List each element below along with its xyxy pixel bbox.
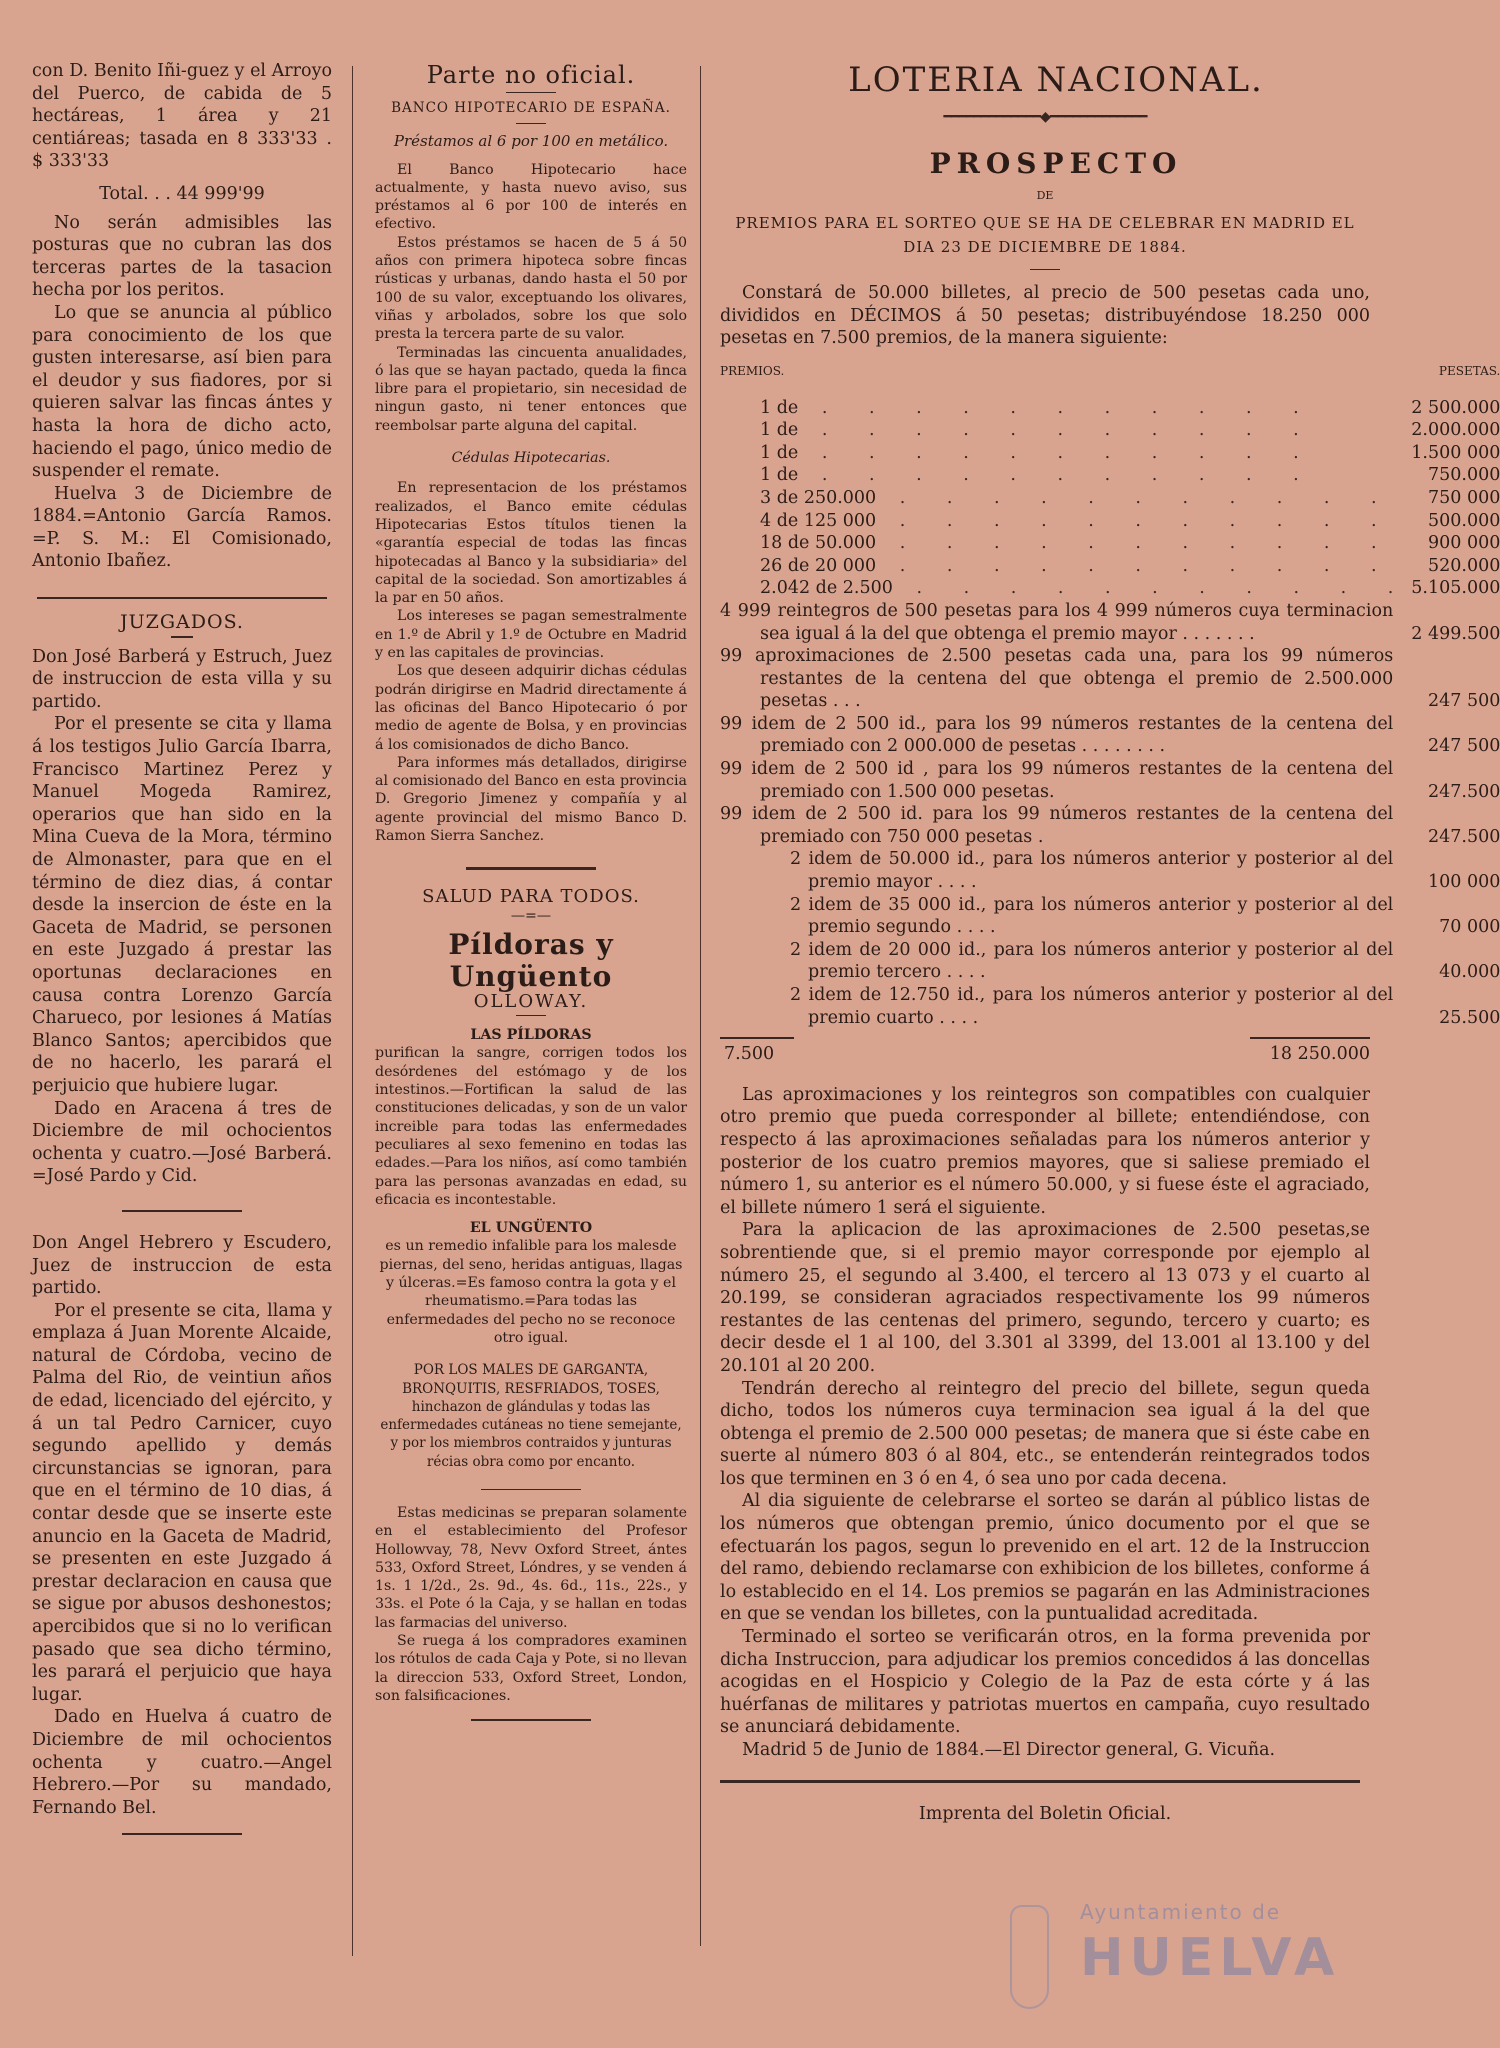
prize-amount: 2 500.000 <box>1411 397 1500 418</box>
prize-label: 1 de <box>760 465 799 486</box>
paragraph: Por el presente se cita, llama y emplaza á Juan Morente Alcaide, natural de Córdoba, vecino de Palma del Rio, de veintiun años de edad, licenciado del ejército, y á un tal Pedro Carnicer, cuyo segundo apellido y demás circunstancias se ignoran, para que en el término de 10 dias, á contar desde que se inserte este anuncio en la Gaceta de Madrid, se presenten en este Juzgado á prestar declaracion en causa que se sigue por abusos deshonestos; apercibidos que si no lo verifican pasado que sea dicho término, les parará el perjuicio que haya lugar. <box>32 1300 332 1705</box>
prize-amount: 100 000 <box>1427 872 1500 893</box>
ad-headline: Píldoras y Ungüento <box>448 927 614 993</box>
leader-dots: . . . . . . . . . . . <box>876 533 1395 554</box>
prospecto-subtitle: PREMIOS PARA EL SORTEO QUE SE HA DE CELEBRAR EN MADRID EL DIA 23 DE DICIEMBRE DE 1884. <box>735 214 1355 257</box>
prize-description: 2 idem de 12.750 id., para los números anterior y posterior al del premio cuarto . . . . <box>790 985 1394 1028</box>
leader-dots: . . . . . . . . . . . <box>798 442 1317 463</box>
paragraph: Al dia siguiente de celebrarse el sorteo se darán al público listas de los números que obtengan premio, único documento por el que se efectuarán los pagos, segun lo prevenido en el art. 12 de la Instruccion del ramo, debiendo reclamarse con exhibicion de los billetes, conforme á lo establecido en el 14. Los premios se pagarán en las Administraciones en que se vendan los billetes, con la puntualidad acreditada. <box>720 1491 1370 1625</box>
prize-row <box>720 848 1500 893</box>
prize-row <box>720 984 1500 1029</box>
total-premios: 7.500 <box>720 1037 794 1066</box>
paragraph: Por el presente se cita y llama á los testigos Julio García Ibarra, Francisco Martinez Perez y Manuel Mogeda Ramirez, operarios que han sido en la Mina Cueva de la Mora, término de Almonaster, para que en el término de diez dias, á contar desde la insercion de éste en la Gaceta de Madrid, se personen en este Juzgado á prestar las oportunas declaraciones en causa contra Lorenzo García Charueco, por lesiones á Matías Blanco Santos; apercibidos que de no hacerlo, les parará el perjuicio que hubiere lugar. <box>32 714 332 1096</box>
prize-table <box>720 360 1500 1029</box>
prize-row <box>720 510 1500 533</box>
printer-footer: Imprenta del Boletin Oficial. <box>918 1803 1172 1824</box>
prize-row <box>720 803 1500 848</box>
prize-row <box>720 555 1500 578</box>
paragraph: Tendrán derecho al reintegro del precio del billete, segun queda dicho, todos los números cuya terminacion sea igual á la del que obtenga el premio de 2.500 000 pesetas; de manera que si éste cabe en suerte al número 803 ó al 804, etc., se entenderán reintegrados todos los que terminen en 3 ó en 4, ó sea uno por cada decena. <box>720 1378 1370 1489</box>
divider <box>516 1015 546 1016</box>
prize-row <box>720 419 1500 442</box>
crest-watermark-icon <box>1010 1905 1049 2009</box>
paragraph: es un remedio infalible para los malesde piernas, del seno, heridas antiguas, llagas y úlceras.=Es famoso contra la gota y el rheumatismo.=Para todas las enfermedades del pecho no se reconoce otro igual. <box>379 1238 683 1346</box>
prize-description: 99 idem de 2 500 id , para los 99 números restantes de la centena del premiado con 1.500 000 pesetas. <box>720 759 1394 802</box>
prize-description: 99 idem de 2 500 id. para los 99 números restantes de la centena del premiado con 750 000 pesetas . <box>720 804 1394 847</box>
paragraph: Para informes más detallados, dirigirse al comisionado del Banco en esta provincia D. Gregorio Jimenez y compañía y al agente provincial del mismo Banco D. Ramon Sierra Sanchez. <box>375 754 687 844</box>
ad-subheading: EL UNGÜENTO <box>469 1220 593 1237</box>
prize-description: 99 aproximaciones de 2.500 pesetas cada una, para los 99 números restantes de la centena del que obtenga el premio de 2.500.000 pesetas . . . <box>720 646 1394 712</box>
prize-row <box>720 713 1500 758</box>
section-title: Parte no oficial. <box>426 61 636 89</box>
section-title-juzgados: JUZGADOS. <box>120 611 244 634</box>
prize-description: 2 idem de 50.000 id., para los números anterior y posterior al del premio mayor . . . . <box>790 849 1394 893</box>
paragraph: Huelva 3 de Diciembre de 1884.=Antonio García Ramos. =P. S. M.: El Comisionado, Antonio Ibañez. <box>32 483 332 572</box>
ornament: —=— <box>510 907 552 924</box>
paragraph: Para la aplicacion de las aproximaciones de 2.500 pesetas,se sobrentiende que, si el premio mayor corresponde por ejemplo al número 25, el segundo al 3.400, el tercero al 13 073 y el cuarto al 20.199, se consideran agraciados respectivamente los 99 números restantes de las centenas del primero, segundo, tercero y cuarto; es decir desde el 1 al 100, del 3.301 al 3399, del 13.001 al 13.100 y del 20.101 al 20 200. <box>720 1220 1370 1376</box>
prize-amount: 750.000 <box>1427 465 1500 486</box>
divider <box>481 1489 581 1490</box>
prize-label: 1 de <box>760 420 799 441</box>
divider <box>37 597 327 599</box>
prize-row <box>720 397 1500 420</box>
leader-dots: . . . . . . . . . . . <box>798 465 1317 486</box>
edict-heading: Don Angel Hebrero y Escudero, Juez de instruccion de esta partido. <box>32 1232 332 1299</box>
prize-row <box>720 532 1500 555</box>
totals-row <box>720 1037 1370 1066</box>
prize-row <box>720 645 1500 713</box>
paragraph: Constará de 50.000 billetes, al precio de 500 pesetas cada uno, divididos en DÉCIMOS á 50 pesetas; distribuyéndose 18.250 000 pesetas en 7.500 premios, de la manera siguiente: <box>720 283 1370 349</box>
prize-label: 3 de 250.000 <box>760 487 877 508</box>
prize-amount: 40.000 <box>1439 962 1500 983</box>
prize-row <box>720 464 1500 487</box>
prize-amount: 1.500 000 <box>1411 442 1500 463</box>
divider <box>471 1719 591 1721</box>
paragraph: Terminado el sorteo se verificarán otros, en la forma prevenida por dicha Instruccion, para adjudicar los premios concedidos á las doncellas acogidas en el Hospicio y Colegio de la Paz de esta córte y á las huérfanas de militares y patriotas muertos en campaña, cuyo resultado se anunciará debidamente. <box>720 1627 1370 1738</box>
prize-row <box>720 600 1500 645</box>
prize-amount: 5.105.000 <box>1411 578 1500 599</box>
leader-dots: . . . . . . . . . . . <box>876 487 1395 508</box>
prize-label: 1 de <box>760 442 799 463</box>
prize-description: 4 999 reintegros de 500 pesetas para los 4 999 números cuya terminacion sea igual á la del que obtenga el premio mayor . . . . . . . <box>720 600 1394 644</box>
prize-amount: 2 499.500 <box>1411 623 1500 644</box>
auction-fragment: con D. Benito Iñi-guez y el Arroyo del Puerco, de cabida de 5 hectáreas, 1 área y 21 centiáreas; tasada en 8 333'33 . $ 333'33 <box>32 61 332 172</box>
prize-label: 26 de 20 000 <box>760 555 877 576</box>
prize-amount: 900 000 <box>1427 533 1500 554</box>
ad-brand: OLLOWAY. <box>473 990 589 1012</box>
paragraph: Dado en Aracena á tres de Diciembre de mil ochocientos ochenta y cuatro.—José Barberá. =José Pardo y Cid. <box>32 1098 332 1187</box>
paragraph: Terminadas las cincuenta anualidades, ó las que se hayan pactado, queda la finca libre para el propietario, sin necesidad de ningun gasto, ni tener entonces que reembolsar parte alguna del capital. <box>375 344 687 434</box>
prize-amount: 247.500 <box>1427 826 1500 847</box>
prospecto-de: DE <box>1036 188 1054 202</box>
prize-amount: 750 000 <box>1427 487 1500 508</box>
subtitle: Cédulas Hipotecarias. <box>451 450 611 467</box>
divider <box>466 867 596 870</box>
divider <box>720 1780 1360 1783</box>
column-middle <box>375 60 687 1721</box>
edict-heading: Don José Barberá y Estruch, Juez de instruccion de esta villa y su partido. <box>32 646 332 712</box>
ad-subheading: LAS PÍLDORAS <box>470 1027 592 1044</box>
paragraph: Lo que se anuncia al público para conocimiento de los que gusten interesarse, así bien para el deudor y sus fiadores, por si quieren salvar las fincas ántes y hasta la hora de dicho acto, haciendo el pago, único medio de suspender el remate. <box>32 302 332 482</box>
paragraph: En representacion de los préstamos realizados, el Banco emite cédulas Hipotecarias Estos títulos tienen la «garantía especial de todas las fincas hipotecadas al Banco y la subsidiaria» del capital de la sociedad. Son amortizables á la par en 50 años. <box>375 480 687 607</box>
watermark-logo <box>1080 1900 1340 1988</box>
column-rule <box>352 66 353 1956</box>
subtitle: Préstamos al 6 por 100 en metálico. <box>393 132 669 151</box>
prize-row <box>720 442 1500 465</box>
paragraph: El Banco Hipotecario hace actualmente, y hasta nuevo aviso, sus préstamos al 6 por 100 de interés en efectivo. <box>375 161 687 233</box>
divider <box>516 123 546 124</box>
prize-label: 18 de 50.000 <box>760 533 877 554</box>
leader-dots: . . . . . . . . . . . <box>892 578 1412 599</box>
prize-row <box>720 758 1500 803</box>
prize-amount: 70 000 <box>1439 917 1500 938</box>
prize-amount: 2.000.000 <box>1411 420 1500 441</box>
prize-description: 2 idem de 35 000 id., para los números anterior y posterior al del premio segundo . . . . <box>790 894 1394 938</box>
divider <box>506 92 556 93</box>
prize-label: 2.042 de 2.500 <box>760 578 893 599</box>
paragraph: Dado en Huelva á cuatro de Diciembre de mil ochocientos ochenta y cuatro.—Angel Hebrero.—Por su mandado, Fernando Bel. <box>32 1707 332 1818</box>
prize-label: 1 de <box>760 397 799 418</box>
paragraph: POR LOS MALES DE GARGANTA, BRONQUITIS, RESFRIADOS, TOSES, hinchazon de glándulas y todas las enfermedades cutáneas no tiene semejante, y por los miembros contraidos y junturas récias obra como por encanto. <box>380 1362 682 1470</box>
ad-title: SALUD PARA TODOS. <box>422 886 640 908</box>
prize-label: 4 de 125 000 <box>760 510 877 531</box>
col-header-pesetas: PESETAS. <box>1438 363 1500 378</box>
prize-description: 99 idem de 2 500 id., para los 99 números restantes de la centena del premiado con 2 000.000 de pesetas . . . . . . . . <box>720 713 1394 757</box>
total-pesetas: 18 250.000 <box>1250 1037 1370 1066</box>
paragraph: Los intereses se pagan semestralmente en 1.º de Abril y 1.º de Octubre en Madrid y en las capitales de provincias. <box>375 608 687 662</box>
paragraph: Estas medicinas se preparan solamente en el establecimiento del Profesor Hollowvay, 78, Nevv Oxford Street, ántes 533, Oxford Street, Lóndres, y se venden á 1s. 1 1/2d., 2s. 9d., 4s. 6d., 11s., 22s., y 33s. el Pote ó la Caja, y se hallan en todas las farmacias del universo. <box>375 1505 687 1631</box>
prize-amount: 500.000 <box>1427 510 1500 531</box>
prize-row <box>720 939 1500 984</box>
watermark-line2: HUELVA <box>1080 1928 1341 1988</box>
prize-amount: 520.000 <box>1427 555 1500 576</box>
prize-amount: 247 500 <box>1427 736 1500 757</box>
column-right <box>720 60 1500 1825</box>
column-left <box>32 60 332 1835</box>
prize-row <box>720 487 1500 510</box>
column-rule <box>700 66 701 1946</box>
paragraph: purifican la sangre, corrigen todos los desórdenes del estómago y de los intestinos.—Fortifican la salud de las constituciones delicadas, y son de un valor increible para todas las enfermedades peculiares al sexo femenino en todas las edades.—Para los niños, así como también para las personas avanzadas en edad, su eficacia es incontestable. <box>375 1045 687 1208</box>
paragraph: Las aproximaciones y los reintegros son compatibles con cualquier otro premio que pueda corresponder al billete; entendiéndose, con respecto á las aproximaciones señaladas para los números anterior y posterior de los cuatro premios mayores, que si saliese premiado el número 1, su anterior es el número 50.000, y si fuese éste el agraciado, el billete número 1 será el siguiente. <box>720 1084 1370 1218</box>
ornament: ━━━━━━━━━━━━━◆━━━━━━━━━━━━━ <box>943 109 1147 125</box>
prize-row <box>720 577 1500 600</box>
col-header-premios: PREMIOS. <box>720 363 785 378</box>
prospecto-title: PROSPECTO <box>929 146 1183 180</box>
divider <box>1030 269 1060 270</box>
total-line: Total. . . 44 999'99 <box>99 183 265 204</box>
prize-amount: 247.500 <box>1427 781 1500 802</box>
paragraph: No serán admisibles las posturas que no cubran las dos terceras partes de la tasacion hecha por los peritos. <box>32 212 332 301</box>
lottery-title: LOTERIA NACIONAL. <box>848 60 1264 100</box>
prize-amount: 247 500 <box>1427 691 1500 712</box>
prize-description: 2 idem de 20 000 id., para los números anterior y posterior al del premio tercero . . . . <box>790 939 1394 983</box>
divider <box>122 1833 242 1835</box>
paragraph: Se ruega á los compradores examinen los rótulos de cada Caja y Pote, si no llevan la direccion 533, Oxford Street, London, son falsificaciones. <box>375 1633 687 1704</box>
leader-dots: . . . . . . . . . . . <box>876 510 1395 531</box>
prize-amount: 25.500 <box>1439 1007 1500 1028</box>
leader-dots: . . . . . . . . . . . <box>798 397 1317 418</box>
leader-dots: . . . . . . . . . . . <box>798 420 1317 441</box>
paragraph: Los que deseen adquirir dichas cédulas podrán dirigirse en Madrid directamente á las oficinas del Banco Hipotecario ó por medio de agente de Bolsa, y en provincias á los comisionados de dicho Banco. <box>375 663 687 753</box>
bank-title: BANCO HIPOTECARIO DE ESPAÑA. <box>391 100 671 116</box>
signature-line: Madrid 5 de Junio de 1884.—El Director general, G. Vicuña. <box>742 1740 1276 1760</box>
prize-row <box>720 894 1500 939</box>
divider <box>122 1210 242 1212</box>
watermark-line1: Ayuntamiento de <box>1080 1900 1282 1924</box>
paragraph: Estos préstamos se hacen de 5 á 50 años con primera hipoteca sobre fincas rústicas y urbanas, dando hasta el 50 por 100 de su valor, exceptuando los olivares, viñas y arbolados, sobre los que solo presta la tercera parte de su valor. <box>375 234 687 343</box>
leader-dots: . . . . . . . . . . . <box>876 555 1395 576</box>
divider <box>171 636 193 638</box>
